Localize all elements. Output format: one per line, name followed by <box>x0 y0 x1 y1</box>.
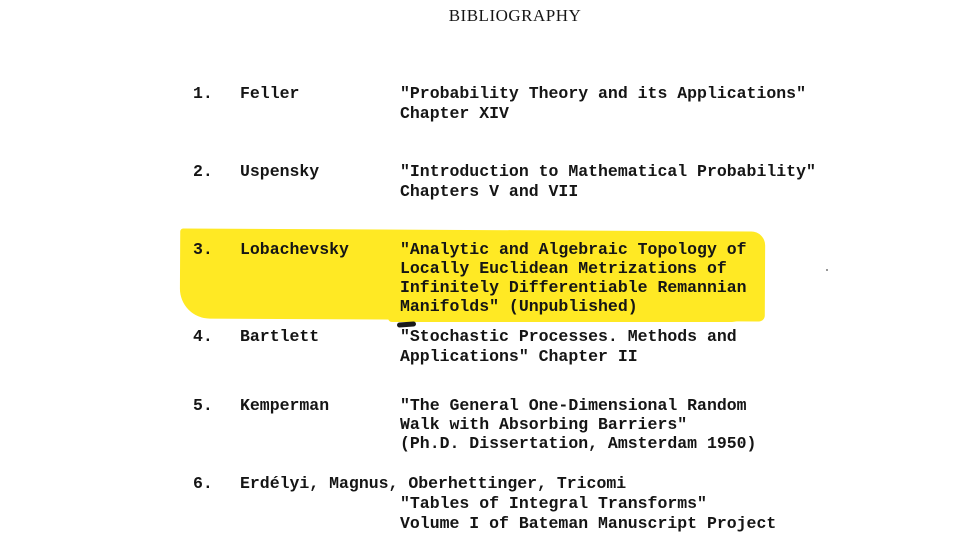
entry-number: 1. <box>193 84 213 103</box>
paper-speck <box>826 269 828 271</box>
entry-title-line: Manifolds" (Unpublished) <box>400 297 638 316</box>
entry-detail-line: Volume I of Bateman Manuscript Project <box>400 514 777 533</box>
entry-title-line: "Analytic and Algebraic Topology of <box>400 240 747 259</box>
entry-title-line: "The General One-Dimensional Random <box>400 396 747 415</box>
entry-number: 2. <box>193 162 213 181</box>
entry-author: Kemperman <box>240 396 330 415</box>
entry-number: 6. <box>193 474 213 493</box>
entry-detail-line: (Ph.D. Dissertation, Amsterdam 1950) <box>400 434 757 453</box>
entry-detail-line: Chapter XIV <box>400 104 509 123</box>
entry-number: 5. <box>193 396 213 415</box>
entry-author: Bartlett <box>240 327 320 346</box>
entry-title-line: "Probability Theory and its Applications" <box>400 84 806 103</box>
entry-detail-line: Chapters V and VII <box>400 182 579 201</box>
entry-title-line: Locally Euclidean Metrizations of <box>400 259 727 278</box>
entry-author: Uspensky <box>240 162 320 181</box>
entry-title-line: "Tables of Integral Transforms" <box>400 494 707 513</box>
entry-author: Erdélyi, Magnus, Oberhettinger, Tricomi <box>240 474 627 493</box>
entry-detail-line: Applications" Chapter II <box>400 347 638 366</box>
entry-title-line: Infinitely Differentiable Remannian <box>400 278 747 297</box>
entry-author: Feller <box>240 84 300 103</box>
entry-title-line: Walk with Absorbing Barriers" <box>400 415 688 434</box>
entry-title-line: "Introduction to Mathematical Probability" <box>400 162 816 181</box>
entry-number: 4. <box>193 327 213 346</box>
entry-author: Lobachevsky <box>240 240 349 259</box>
page-title: BIBLIOGRAPHY <box>448 6 582 25</box>
entry-title-line: "Stochastic Processes. Methods and <box>400 327 737 346</box>
entry-number: 3. <box>193 240 213 259</box>
